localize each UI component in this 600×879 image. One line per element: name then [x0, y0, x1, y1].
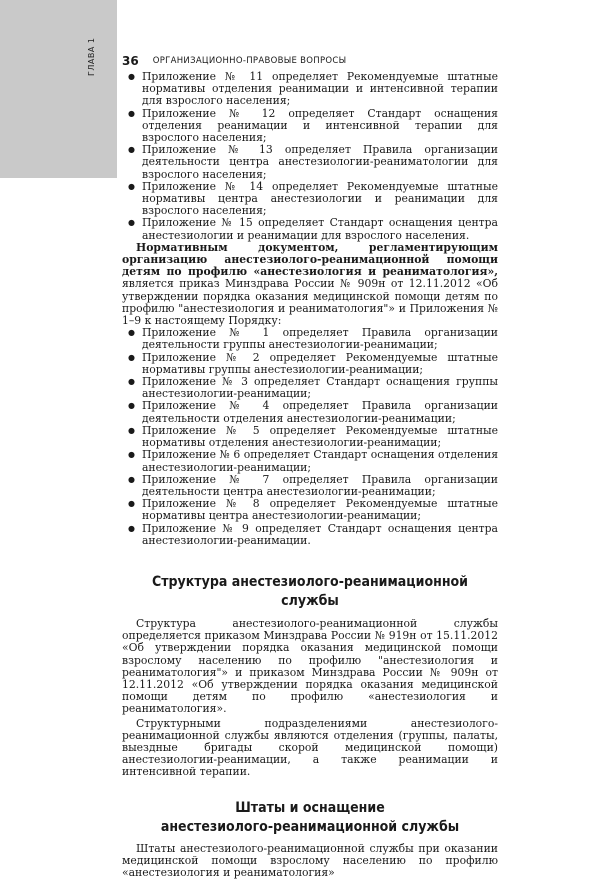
page-body	[122, 71, 498, 879]
structure-paragraph: Структурными подразделениями анестезиолого-реанимационной службы являются отделения (группы, палаты, выездные бригады скорой медицинской помощи) анестезиологии-реанимации, а также реанимации и интенсивной терапии.	[122, 716, 498, 779]
chapter-label: ГЛАВА 1	[87, 37, 96, 76]
structure-paragraph: Структура анестезиолого-реанимационной службы определяется приказом Минздрава России № 919н от 15.11.2012 «Об утверждении порядка оказания медицинской помощи взрослому населению по профилю "анестезиология и реаниматология"» и приказом Минздрава России № 909н от 12.11.2012 «Об утверждении порядка оказания медицинской помощи детям по профилю «анестезиология и реаниматология».	[122, 616, 498, 716]
list-item: ● Приложение № 9 определяет Стандарт оснащения центра анестезиологии-реанимации.	[122, 523, 498, 547]
list-item: ● Приложение № 1 определяет Правила организации деятельности группы анестезиологии-реанимации;	[122, 327, 498, 351]
adult-appendix-list	[122, 71, 498, 242]
bold-lead-text: Нормативным документом, регламентирующим организацию анестезиолого-реанимационной помощи детям по профилю «анестезиология и реаниматология»,	[122, 240, 498, 279]
list-item: ● Приложение № 6 определяет Стандарт оснащения отделения анестезиологии-реанимации;	[122, 449, 498, 473]
heading-line: Штаты и оснащение	[235, 799, 385, 816]
list-item: ● Приложение № 5 определяет Рекомендуемые штатные нормативы отделения анестезиологии-реанимации;	[122, 425, 498, 449]
heading-line: анестезиолого-реанимационной службы	[160, 818, 460, 835]
section-heading-structure: Структура анестезиолого-реанимационной службы	[151, 573, 468, 609]
page-header	[122, 52, 600, 70]
page-number: 36	[122, 54, 139, 68]
children-regulation-paragraph	[122, 242, 498, 327]
list-item: ● Приложение № 7 определяет Правила организации деятельности центра анестезиологии-реанимации;	[122, 474, 498, 498]
list-item: ● Приложение № 15 определяет Стандарт оснащения центра анестезиологии и реанимации для взрослого населения.	[122, 217, 498, 241]
list-item: ● Приложение № 12 определяет Стандарт оснащения отделения реанимации и интенсивной терапии для взрослого населения;	[122, 108, 498, 145]
list-item: ● Приложение № 11 определяет Рекомендуемые штатные нормативы отделения реанимации и интенсивной терапии для взрослого населения;	[122, 71, 498, 108]
list-item: ● Приложение № 2 определяет Рекомендуемые штатные нормативы группы анестезиологии-реанимации;	[122, 352, 498, 376]
list-item: ● Приложение № 4 определяет Правила организации деятельности отделения анестезиологии-реанимации;	[122, 400, 498, 424]
list-item: ● Приложение № 8 определяет Рекомендуемые штатные нормативы центра анестезиологии-реанимации;	[122, 498, 498, 522]
chapter-sidebar-tab	[0, 0, 117, 178]
section-heading-staff	[122, 799, 498, 837]
list-item: ● Приложение № 14 определяет Рекомендуемые штатные нормативы центра анестезиологии и реанимации для взрослого населения;	[122, 181, 498, 218]
children-appendix-list	[122, 327, 498, 547]
running-head: ОРГАНИЗАЦИОННО-ПРАВОВЫЕ ВОПРОСЫ	[152, 56, 347, 66]
paragraph-text: является приказ Минздрава России № 909н от 12.11.2012 «Об утверждении порядка оказания медицинской помощи детям по профилю "анестезиология и реаниматология"» и Приложения № 1–9 к настоящему Порядку:	[122, 277, 498, 328]
list-item: ● Приложение № 13 определяет Правила организации деятельности центра анестезиологии-реаниматологии для взрослого населения;	[122, 144, 498, 181]
list-item: ● Приложение № 3 определяет Стандарт оснащения группы анестезиологии-реанимации;	[122, 376, 498, 400]
staff-paragraph: Штаты анестезиолого-реанимационной службы при оказании медицинской помощи взрослому населению по профилю «анестезиология и реаниматология»	[122, 841, 498, 879]
